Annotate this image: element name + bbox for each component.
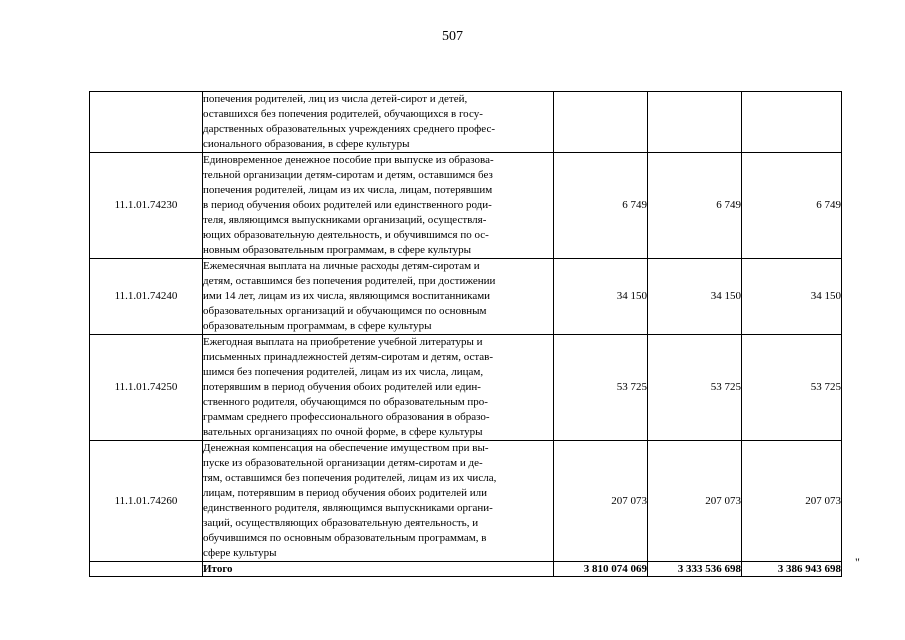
row-value-3: 53 725 [742, 335, 842, 441]
row-description [203, 259, 554, 335]
row-code: 11.1.01.74240 [90, 259, 203, 335]
row-value-1: 6 749 [554, 153, 648, 259]
description-line: попечения родителей, лицам из их числа, лицам, потерявшим [203, 184, 493, 196]
row-value-3 [742, 92, 842, 153]
description-line: граммам среднего профессионального образования в образо- [203, 411, 490, 423]
description-line: тельной организации детям-сиротам и детям, оставшимся без [203, 169, 493, 181]
description-line: вательных организациях по очной форме, в сфере культуры [203, 426, 483, 438]
description-line: Ежемесячная выплата на личные расходы детям-сиротам и [203, 260, 480, 272]
table-row [90, 335, 842, 441]
total-value-2: 3 333 536 698 [648, 562, 742, 577]
row-description [203, 441, 554, 562]
row-value-2: 34 150 [648, 259, 742, 335]
description-line: Ежегодная выплата на приобретение учебной литературы и [203, 336, 483, 348]
description-line: сионального образования, в сфере культуры [203, 138, 410, 150]
total-value-3: 3 386 943 698 [742, 562, 842, 577]
description-line: оставшихся без попечения родителей, обучающихся в госу- [203, 108, 483, 120]
row-code: 11.1.01.74250 [90, 335, 203, 441]
description-line: пуске из образовательной организации детям-сиротам и де- [203, 457, 483, 469]
row-code: 11.1.01.74260 [90, 441, 203, 562]
description-line: ими 14 лет, лицам из их числа, являющимся воспитанниками [203, 290, 491, 302]
description-line: шимся без попечения родителей, лицам из их числа, лицам, [203, 366, 484, 378]
row-value-1: 53 725 [554, 335, 648, 441]
description-line: обучившимся по основным образовательным программам, в [203, 532, 487, 544]
description-line: Денежная компенсация на обеспечение имуществом при вы- [203, 442, 489, 454]
row-description [203, 92, 554, 153]
row-value-3: 207 073 [742, 441, 842, 562]
row-value-2: 53 725 [648, 335, 742, 441]
row-value-2: 207 073 [648, 441, 742, 562]
table-row [90, 92, 842, 153]
description-line: потерявшим в период обучения обоих родителей или един- [203, 381, 481, 393]
description-line: дарственных образовательных учреждениях среднего профес- [203, 123, 495, 135]
table-row [90, 259, 842, 335]
description-line: заций, осуществляющих образовательную деятельность, и [203, 517, 479, 529]
description-line: сфере культуры [203, 547, 277, 559]
table-row [90, 153, 842, 259]
description-line: теля, являющимся выпускниками организаций, осуществля- [203, 214, 487, 226]
budget-table [89, 91, 842, 577]
page-number: 507 [442, 29, 463, 44]
description-line: образовательным программам, в сфере культуры [203, 320, 432, 332]
row-description [203, 335, 554, 441]
description-line: образовательных организаций и обучающимся по основным [203, 305, 487, 317]
total-value-1: 3 810 074 069 [554, 562, 648, 577]
description-line: попечения родителей, лиц из числа детей-сирот и детей, [203, 93, 468, 105]
row-value-2: 6 749 [648, 153, 742, 259]
row-code [90, 92, 203, 153]
description-line: в период обучения обоих родителей или единственного роди- [203, 199, 492, 211]
row-value-1: 34 150 [554, 259, 648, 335]
total-code-cell [90, 562, 203, 577]
row-value-2 [648, 92, 742, 153]
description-line: Единовременное денежное пособие при выпуске из образова- [203, 154, 494, 166]
closing-quote: " [855, 555, 860, 569]
description-line: ственного родителя, обучающимся по образовательным про- [203, 396, 488, 408]
total-row [90, 562, 842, 577]
description-line: тям, оставшимся без попечения родителей, лицам из их числа, [203, 472, 497, 484]
row-value-1: 207 073 [554, 441, 648, 562]
description-line: лицам, потерявшим в период обучения обоих родителей или [203, 487, 488, 499]
description-line: единственного родителя, являющимся выпускниками органи- [203, 502, 493, 514]
row-value-1 [554, 92, 648, 153]
row-code: 11.1.01.74230 [90, 153, 203, 259]
total-label: Итого [203, 562, 554, 577]
description-line: ющих образовательную деятельность, и обучившимся по ос- [203, 229, 489, 241]
row-value-3: 6 749 [742, 153, 842, 259]
row-value-3: 34 150 [742, 259, 842, 335]
description-line: новным образовательным программам, в сфере культуры [203, 244, 472, 256]
row-description [203, 153, 554, 259]
table-row [90, 441, 842, 562]
description-line: письменных принадлежностей детям-сиротам и детям, остав- [203, 351, 494, 363]
description-line: детям, оставшимся без попечения родителей, при достижении [203, 275, 496, 287]
